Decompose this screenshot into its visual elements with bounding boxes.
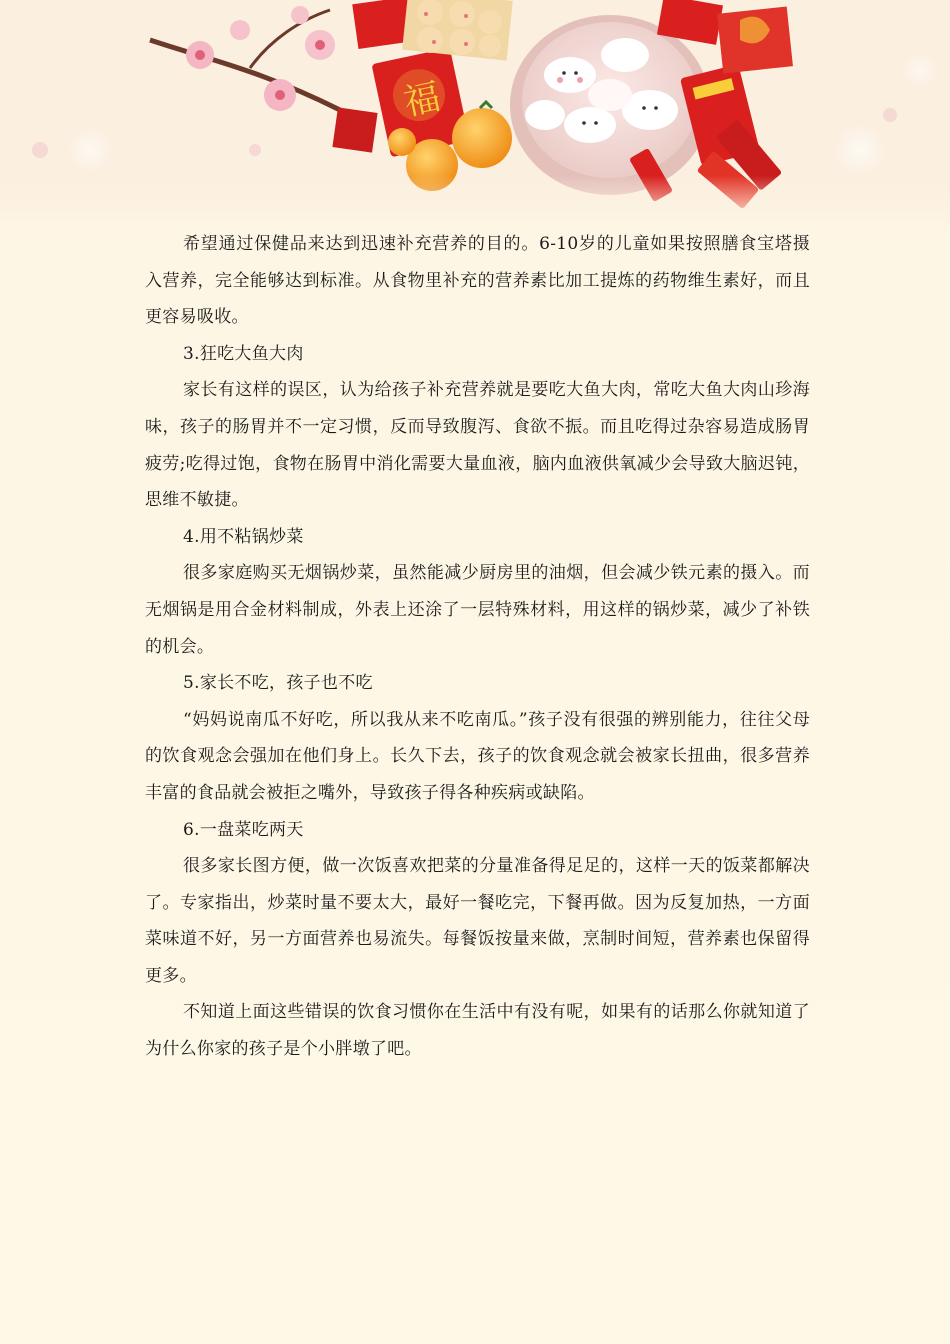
section-heading: 4.用不粘锅炒菜: [183, 526, 304, 547]
paragraph: 希望通过保健品来达到迅速补充营养的目的。6-10岁的儿童如果按照膳食宝塔摄入营养，完全能够达到标准。从食物里补充的营养素比加工提炼的药物维生素好，而且更容易吸收。: [145, 234, 810, 328]
section-heading: 5.家长不吃，孩子也不吃: [183, 673, 373, 694]
paragraph: “妈妈说南瓜不好吃，所以我从来不吃南瓜。”孩子没有很强的辨别能力，往往父母的饮食观念会强加在他们身上。长久下去，孩子的饮食观念就会被家长扭曲，很多营养丰富的食品就会被拒之嘴外，导致孩子得各种疾病或缺陷。: [145, 709, 810, 803]
paragraph: 家长有这样的误区，认为给孩子补充营养就是要吃大鱼大肉，常吃大鱼大肉山珍海味，孩子的肠胃并不一定习惯，反而导致腹泻、食欲不振。而且吃得过杂容易造成肠胃疲劳;吃得过饱，食物在肠胃中消化需要大量血液，脑内血液供氧减少会导致大脑迟钝，思维不敏捷。: [145, 380, 810, 511]
article-body: [145, 226, 810, 1068]
section-heading: 3.狂吃大鱼大肉: [183, 343, 304, 364]
paragraph: 很多家庭购买无烟锅炒菜，虽然能减少厨房里的油烟，但会减少铁元素的摄入。而无烟锅是用合金材料制成，外表上还涂了一层特殊材料，用这样的锅炒菜，减少了补铁的机会。: [145, 563, 810, 657]
festive-header-banner: [0, 0, 950, 225]
section-heading: 6.一盘菜吃两天: [183, 819, 304, 840]
festive-illustration: [0, 0, 950, 225]
paragraph: 不知道上面这些错误的饮食习惯你在生活中有没有呢，如果有的话那么你就知道了为什么你家的孩子是个小胖墩了吧。: [145, 1002, 810, 1060]
paragraph: 很多家长图方便，做一次饭喜欢把菜的分量准备得足足的，这样一天的饭菜都解决了。专家指出，炒菜时量不要太大，最好一餐吃完，下餐再做。因为反复加热，一方面菜味道不好，另一方面营养也易流失。每餐饭按量来做，烹制时间短，营养素也保留得更多。: [145, 856, 810, 986]
